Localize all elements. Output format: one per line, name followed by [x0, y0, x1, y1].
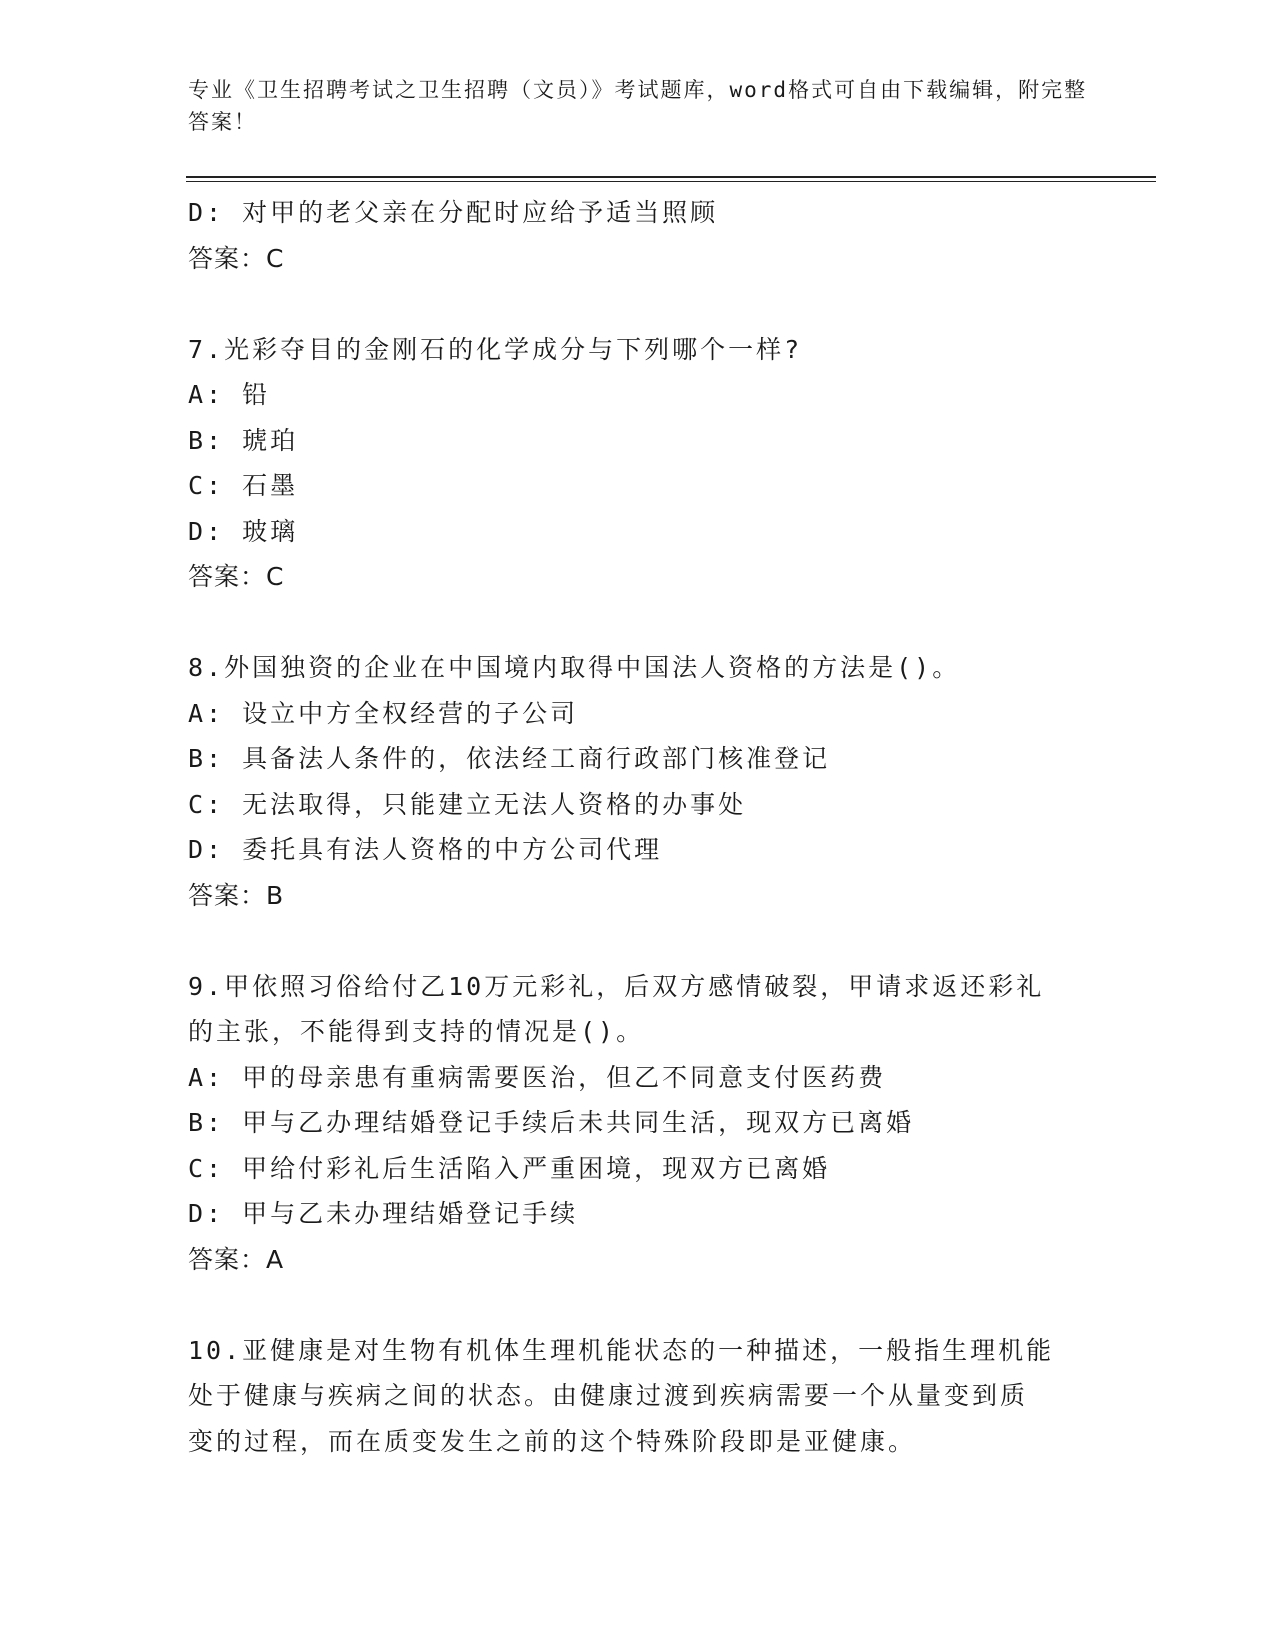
question-7	[188, 327, 1108, 600]
option-b: B: 甲与乙办理结婚登记手续后未共同生活，现双方已离婚	[188, 1108, 915, 1137]
document-header: 专业《卫生招聘考试之卫生招聘（文员）》考试题库，word格式可自由下载编辑，附完整答案！	[188, 78, 1088, 134]
spacer	[188, 1282, 1108, 1328]
spacer	[188, 281, 1108, 327]
header-divider-thin	[186, 181, 1156, 182]
answer: 答案：B	[188, 880, 285, 910]
spacer	[188, 918, 1108, 964]
question-8	[188, 645, 1108, 918]
question-10	[188, 1328, 1108, 1465]
question-stem: 8.外国独资的企业在中国境内取得中国法人资格的方法是()。	[188, 653, 961, 682]
question-stem-line-3: 变的过程，而在质变发生之前的这个特殊阶段即是亚健康。	[188, 1426, 917, 1456]
header-divider-thick	[186, 176, 1156, 178]
option-b: B: 琥珀	[188, 425, 299, 455]
option-c: C: 甲给付彩礼后生活陷入严重困境，现双方已离婚	[188, 1153, 831, 1183]
question-stem: 7.光彩夺目的金刚石的化学成分与下列哪个一样?	[188, 334, 803, 364]
option-a: A: 铅	[188, 380, 271, 409]
question-stem-line-2: 处于健康与疾病之间的状态。由健康过渡到疾病需要一个从量变到质	[188, 1381, 1029, 1410]
option-b: B: 具备法人条件的，依法经工商行政部门核准登记	[188, 744, 831, 773]
option-a: A: 甲的母亲患有重病需要医治，但乙不同意支付医药费	[188, 1062, 887, 1092]
option-d: D: 甲与乙未办理结婚登记手续	[188, 1199, 579, 1228]
option-c: C: 石墨	[188, 471, 299, 500]
spacer	[188, 600, 1108, 646]
question-stem-line-1: 9.甲依照习俗给付乙10万元彩礼，后双方感情破裂，甲请求返还彩礼	[188, 971, 1045, 1001]
answer: 答案：A	[188, 1244, 285, 1274]
question-content	[188, 190, 1108, 1464]
prev-option-d: D: 对甲的老父亲在分配时应给予适当照顾	[188, 198, 719, 227]
option-c: C: 无法取得，只能建立无法人资格的办事处	[188, 789, 747, 819]
option-d: D: 玻璃	[188, 516, 299, 546]
question-stem-line-1: 10.亚健康是对生物有机体生理机能状态的一种描述，一般指生理机能	[188, 1335, 1055, 1365]
option-a: A: 设立中方全权经营的子公司	[188, 698, 579, 728]
question-stem-line-2: 的主张，不能得到支持的情况是()。	[188, 1017, 645, 1046]
prev-answer: 答案：C	[188, 243, 285, 273]
option-d: D: 委托具有法人资格的中方公司代理	[188, 835, 663, 864]
question-9	[188, 964, 1108, 1283]
answer: 答案：C	[188, 562, 285, 591]
